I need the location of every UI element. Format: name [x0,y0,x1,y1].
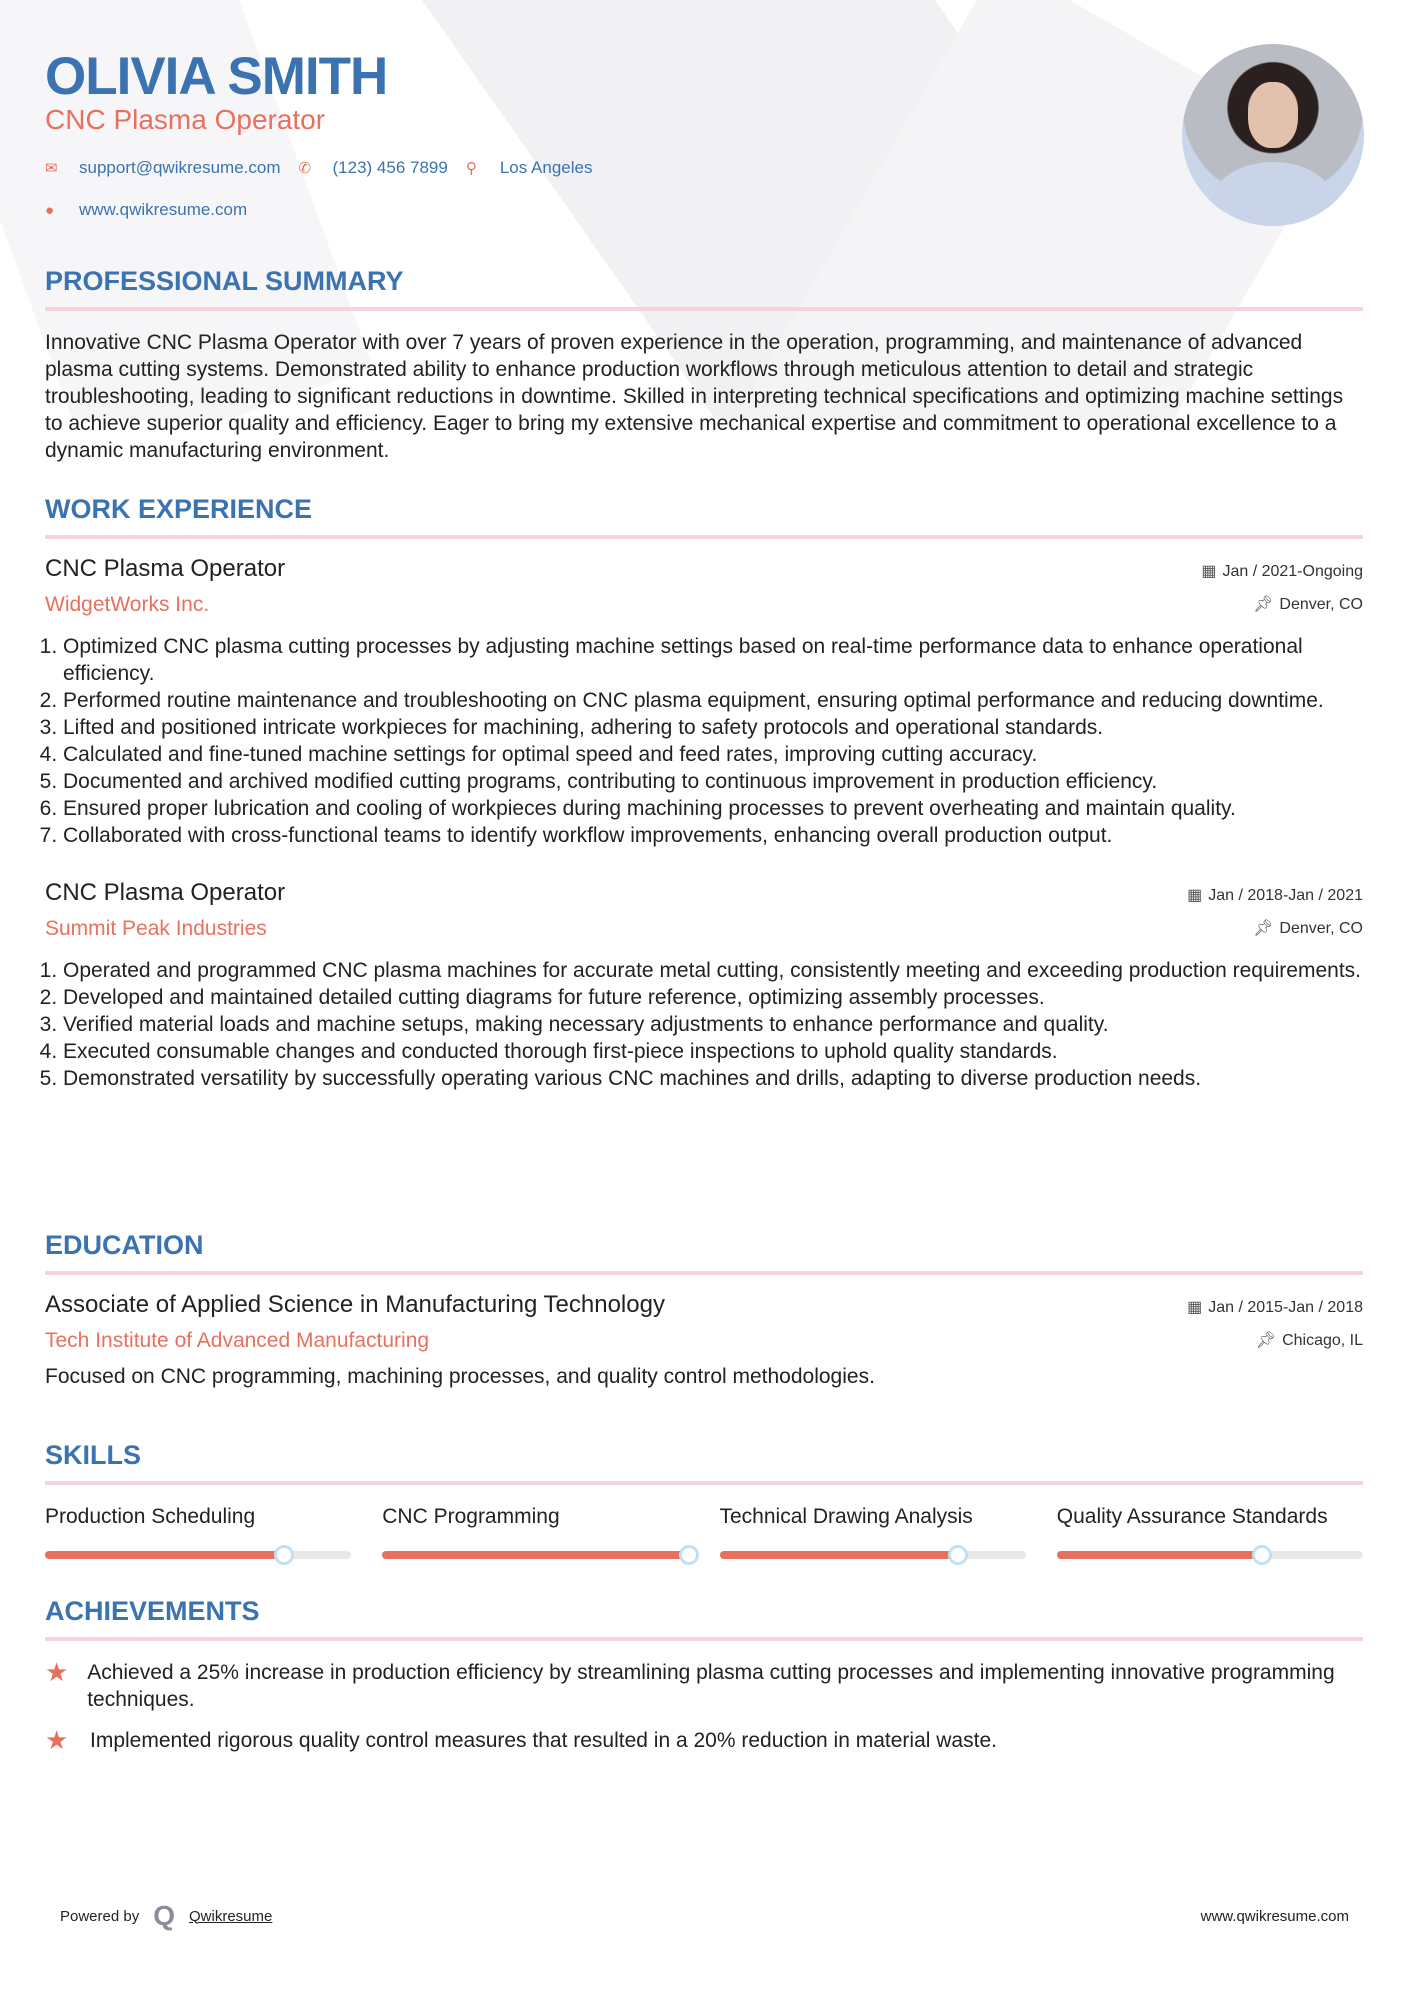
email-link[interactable]: support@qwikresume.com [79,158,281,177]
achievement-item [45,1659,1363,1713]
job-bullets [45,957,1363,1092]
education-description: Focused on CNC programming, machining processes, and quality control methodologies. [45,1365,875,1388]
section-heading: SKILLS [45,1440,142,1470]
qwikresume-logo-icon: Q [153,1900,175,1931]
skill-level-bar [1057,1551,1363,1559]
candidate-title: CNC Plasma Operator [45,104,326,135]
company: WidgetWorks Inc. [45,593,210,616]
divider [45,535,1363,539]
skill-level-knob [948,1545,968,1565]
star-icon: ★ [45,1657,69,1687]
footer [60,1900,1349,1932]
section-heading: ACHIEVEMENTS [45,1596,260,1626]
skill-item [1057,1505,1363,1559]
job-bullet: 7. Collaborated with cross-functional teams to identify workflow improvements, enhancing overall production output. [63,822,1363,849]
skill-level-fill [45,1551,284,1559]
school: Tech Institute of Advanced Manufacturing [45,1329,430,1352]
pin-icon: 📌︎ [1253,920,1274,937]
job-bullet: 1. Operated and programmed CNC plasma machines for accurate metal cutting, consistently meeting and exceeding production requirements. [63,957,1363,984]
section-heading: EDUCATION [45,1230,204,1260]
achievement-text: Implemented rigorous quality control measures that resulted in a 20% reduction in material waste. [90,1729,997,1752]
job-location: Denver, CO [1279,920,1363,937]
job-bullet: 5. Demonstrated versatility by successfully operating various CNC machines and drills, adapting to diverse production needs. [63,1065,1363,1092]
divider [45,1481,1363,1485]
star-icon: ★ [45,1725,69,1755]
divider [45,1637,1363,1641]
calendar-icon: ▦ [1187,887,1203,904]
job-bullet: 5. Documented and archived modified cutting programs, contributing to continuous improvement in production efficiency. [63,768,1363,795]
job-bullets [45,633,1363,849]
job-bullet: 3. Verified material loads and machine setups, making necessary adjustments to enhance performance and quality. [63,1011,1363,1038]
skill-level-fill [1057,1551,1262,1559]
job-bullet: 2. Performed routine maintenance and troubleshooting on CNC plasma equipment, ensuring optimal performance and reducing downtime. [63,687,1363,714]
job-title: CNC Plasma Operator [45,555,286,582]
job-entry [45,555,1363,849]
job-location: Denver, CO [1279,596,1363,613]
education-dates: Jan / 2015-Jan / 2018 [1208,1299,1363,1316]
job-bullet: 4. Calculated and fine-tuned machine settings for optimal speed and feed rates, improving cutting accuracy. [63,741,1363,768]
summary-text: Innovative CNC Plasma Operator with over 7 years of proven experience in the operation, programming, and maintenance of advanced plasma cutting systems. Demonstrated ability to enhance production workflows through meticulous attention to detail and strategic troubleshooting, leading to significant reductions in downtime. Skilled in interpreting technical specifications and optimizing machine settings to achieve superior quality and efficiency. Eager to bring my extensive mechanical expertise and commitment to operational excellence to a dynamic manufacturing environment. [45,331,1344,462]
phone-text: (123) 456 7899 [332,158,448,177]
section-heading: PROFESSIONAL SUMMARY [45,266,404,296]
skill-level-bar [382,1551,688,1559]
skill-name: Production Scheduling [45,1505,256,1528]
skill-item [720,1505,1026,1559]
pin-icon: 📌︎ [1253,596,1274,613]
company: Summit Peak Industries [45,917,267,940]
skill-level-knob [1252,1545,1272,1565]
email-icon: ✉ [45,160,58,177]
achievement-text: Achieved a 25% increase in production efficiency by streamlining plasma cutting processes and implementing innovative programming techniques. [87,1661,1335,1711]
calendar-icon: ▦ [1187,1299,1203,1316]
skill-level-knob [274,1545,294,1565]
profile-photo [1182,44,1364,226]
degree: Associate of Applied Science in Manufacturing Technology [45,1291,665,1318]
skill-level-fill [720,1551,959,1559]
skill-item [382,1505,688,1559]
skill-name: CNC Programming [382,1505,560,1528]
location-text: Los Angeles [499,158,593,177]
section-heading: WORK EXPERIENCE [45,494,313,524]
experience-section [45,494,1363,1092]
achievements-section [45,1596,1363,1754]
skill-level-bar [720,1551,1026,1559]
education-location: Chicago, IL [1282,1332,1363,1349]
calendar-icon: ▦ [1201,563,1217,580]
job-bullet: 4. Executed consumable changes and conducted thorough first-piece inspections to uphold quality standards. [63,1038,1363,1065]
footer-website[interactable]: www.qwikresume.com [1200,1907,1349,1925]
summary-section [45,266,1363,464]
job-bullet: 2. Developed and maintained detailed cutting diagrams for future reference, optimizing assembly processes. [63,984,1363,1011]
achievement-item [45,1727,1363,1754]
candidate-name: OLIVIA SMITH [45,47,388,106]
skill-name: Quality Assurance Standards [1056,1505,1328,1528]
skill-name: Technical Drawing Analysis [719,1505,973,1528]
education-section [45,1230,1363,1390]
skill-level-bar [45,1551,351,1559]
pin-icon: 📌︎ [1255,1332,1277,1349]
powered-by-label: Powered by [60,1907,140,1925]
job-dates: Jan / 2018-Jan / 2021 [1208,887,1363,904]
job-title: CNC Plasma Operator [45,879,286,906]
job-bullet: 6. Ensured proper lubrication and cooling of workpieces during machining processes to prevent overheating and maintain quality. [63,795,1363,822]
divider [45,307,1363,311]
qwikresume-link[interactable]: Qwikresume [189,1907,273,1925]
skill-item [45,1505,351,1559]
job-dates: Jan / 2021-Ongoing [1222,563,1363,580]
job-bullet: 1. Optimized CNC plasma cutting processes by adjusting machine settings based on real-time performance data to enhance operational efficiency. [63,633,1363,687]
contact-row [45,158,592,178]
globe-icon: ● [45,201,55,219]
job-bullet: 3. Lifted and positioned intricate workpieces for machining, adhering to safety protocols and operational standards. [63,714,1363,741]
job-entry [45,879,1363,1092]
location-pin-icon: ⚲ [465,160,477,177]
skill-level-fill [382,1551,688,1559]
skills-section [45,1440,1363,1559]
website-link[interactable]: www.qwikresume.com [79,200,248,219]
phone-icon: ✆ [298,160,312,177]
divider [45,1271,1363,1275]
skill-level-knob [679,1545,699,1565]
website-row [45,200,247,220]
